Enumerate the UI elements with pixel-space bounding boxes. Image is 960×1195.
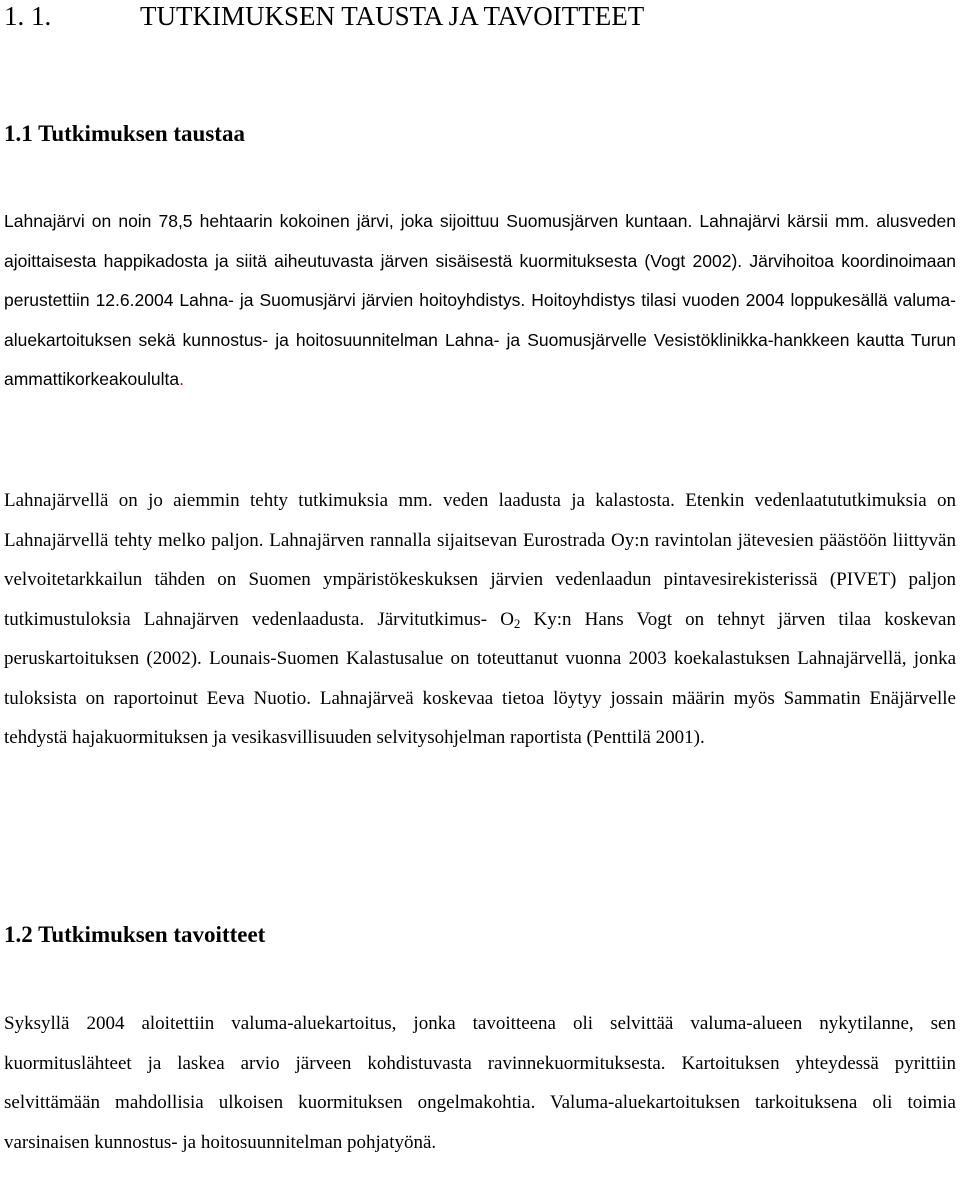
section-1-paragraph-1 <box>4 202 956 400</box>
main-heading <box>4 0 644 32</box>
section-1-paragraph-2-subscript: 2 <box>513 615 521 631</box>
section-2-heading: 1.2 Tutkimuksen tavoitteet <box>4 922 266 947</box>
main-heading-number: 1. 1. <box>4 1 52 31</box>
main-heading-title: TUTKIMUKSEN TAUSTA JA TAVOITTEET <box>140 1 645 31</box>
section-1-heading: 1.1 Tutkimuksen taustaa <box>4 121 245 146</box>
section-1-paragraph-2-text-a: Lahnajärvellä on jo aiemmin tehty tutkimuksia mm. veden laadusta ja kalastosta. Etenkin vedenlaatututkimuksia on Lahnajärvellä tehty melko paljon. Lahnajärven rannalla sijaitsevan Eurostrada Oy:n ravintolan jätevesien päästöön liittyvän velvoitetarkkailun tähden on Suomen ympäristökeskuksen järvien vedenlaadun pintavesirekisterissä (PIVET) paljon tutkimustuloksia Lahnajärven vedenlaadusta. Järvitutkimus- O <box>4 490 956 630</box>
section-1-paragraph-1-text: Lahnajärvi on noin 78,5 hehtaarin kokoinen järvi, joka sijoittuu Suomusjärven kuntaan. Lahnajärvi kärsii mm. alusveden ajoittaisesta happikadosta ja siitä aiheutuvasta järven sisäisestä kuormituksesta (Vogt 2002). Järvihoitoa koordinoimaan perustettiin 12.6.2004 Lahna- ja Suomusjärvi järvien hoitoyhdistys. Hoitoyhdistys tilasi vuoden 2004 loppukesällä valuma-aluekartoituksen sekä kunnostus- ja hoitosuunnitelman Lahna- ja Suomusjärvelle Vesistöklinikka-hankkeen kautta Turun ammattikorkeakoululta <box>4 211 956 389</box>
section-2-paragraph-1: Syksyllä 2004 aloitettiin valuma-aluekartoitus, jonka tavoitteena oli selvittää valuma-alueen nykytilanne, sen kuormituslähteet ja laskea arvio järveen kohdistuvasta ravinnekuormituksesta. Kartoituksen yhteydessä pyrittiin selvittämään mahdollisia ulkoisen kuormituksen ongelmakohtia. Valuma-aluekartoituksen tarkoituksena oli toimia varsinaisen kunnostus- ja hoitosuunnitelman pohjatyönä. <box>4 1013 956 1153</box>
section-1-paragraph-1-period: . <box>179 369 184 389</box>
section-1-paragraph-2-text-b: Ky:n Hans Vogt on tehnyt järven tilaa koskevan peruskartoituksen (2002). Lounais-Suomen Kalastusalue on toteuttanut vuonna 2003 koekalastuksen Lahnajärvellä, jonka tuloksista on raportoinut Eeva Nuotio. Lahnajärveä koskevaa tietoa löytyy jossain määrin myös Sammatin Enäjärvelle tehdystä hajakuormituksen ja vesikasvillisuuden selvitysohjelman raportista (Penttilä 2001). <box>4 608 956 748</box>
section-1-paragraph-2 <box>4 481 956 758</box>
